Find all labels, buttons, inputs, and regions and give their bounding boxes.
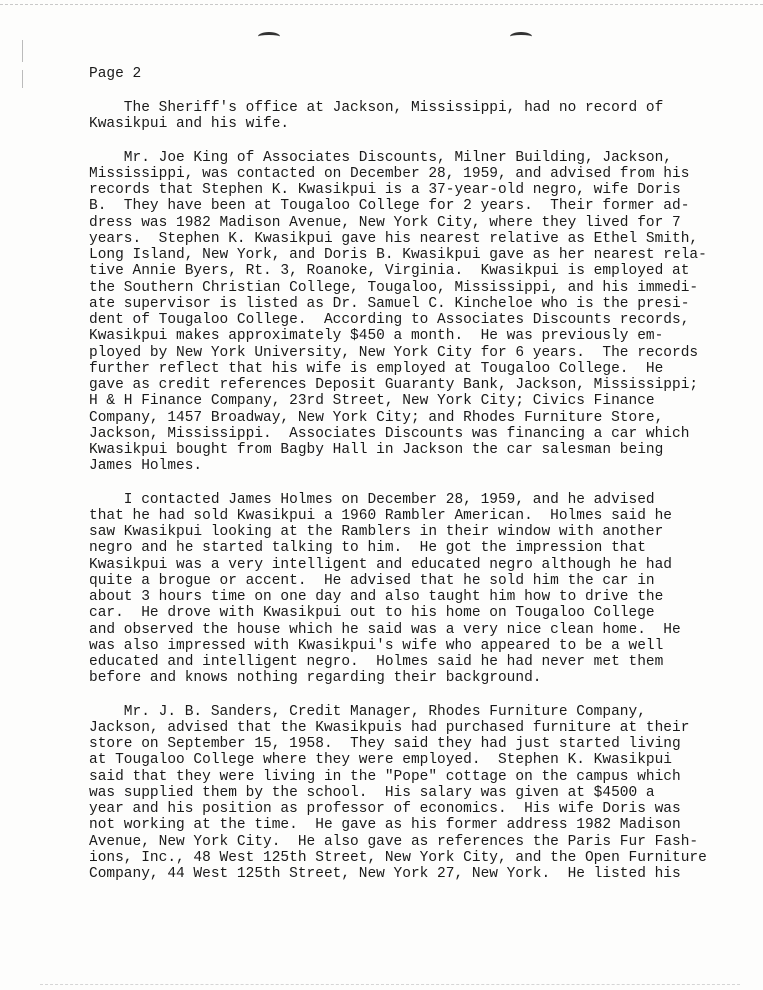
top-edge-dashes bbox=[0, 4, 763, 5]
text-line: dress was 1982 Madison Avenue, New York City, where they lived for 7 bbox=[89, 214, 681, 231]
text-line: ployed by New York University, New York City for 6 years. The records bbox=[89, 344, 699, 361]
text-line: and observed the house which he said was a very nice clean home. He bbox=[89, 621, 681, 638]
text-line: years. Stephen K. Kwasikpui gave his nearest relative as Ethel Smith, bbox=[89, 230, 699, 247]
paragraph bbox=[89, 100, 709, 133]
paragraph bbox=[89, 704, 709, 883]
text-line: at Tougaloo College where they were employed. Stephen K. Kwasikpui bbox=[89, 752, 672, 769]
margin-mark bbox=[22, 40, 23, 62]
text-line: the Southern Christian College, Tougaloo, Mississippi, and his immedi- bbox=[89, 279, 699, 296]
document-body bbox=[89, 100, 709, 882]
text-line: Company, 1457 Broadway, New York City; and Rhodes Furniture Store, bbox=[89, 409, 664, 426]
text-line: year and his position as professor of economics. His wife Doris was bbox=[89, 801, 681, 817]
left-punch-mark bbox=[258, 32, 280, 41]
text-line: Kwasikpui bought from Bagby Hall in Jackson the car salesman being bbox=[89, 442, 664, 458]
text-line: saw Kwasikpui looking at the Ramblers in their window with another bbox=[89, 524, 664, 540]
text-line: quite a brogue or accent. He advised that he sold him the car in bbox=[89, 572, 655, 589]
text-line: dent of Tougaloo College. According to Associates Discounts records, bbox=[89, 312, 690, 328]
right-punch-mark bbox=[510, 32, 532, 41]
text-line: was supplied them by the school. His salary was given at $4500 a bbox=[89, 784, 655, 801]
text-line: was also impressed with Kwasikpui's wife who appeared to be a well bbox=[89, 637, 664, 654]
text-line: gave as credit references Deposit Guaranty Bank, Jackson, Mississippi; bbox=[89, 377, 699, 393]
paragraph bbox=[89, 492, 709, 687]
text-line: that he had sold Kwasikpui a 1960 Rambler American. Holmes said he bbox=[89, 507, 672, 524]
text-line: Mr. Joe King of Associates Discounts, Milner Building, Jackson, bbox=[89, 149, 672, 166]
text-line: Kwasikpui and his wife. bbox=[89, 116, 290, 133]
text-line: Company, 44 West 125th Street, New York 27, New York. He listed his bbox=[89, 866, 681, 882]
text-line: said that they were living in the "Pope" cottage on the campus which bbox=[89, 768, 681, 785]
paragraph-gap bbox=[89, 475, 709, 492]
bottom-edge-dashes bbox=[40, 984, 740, 985]
text-line: I contacted James Holmes on December 28, 1959, and he advised bbox=[89, 491, 655, 508]
text-line: records that Stephen K. Kwasikpui is a 37-year-old negro, wife Doris bbox=[89, 182, 681, 198]
margin-mark bbox=[22, 70, 23, 88]
text-line: Long Island, New York, and Doris B. Kwasikpui gave as her nearest rela- bbox=[89, 247, 707, 263]
text-line: Mr. J. B. Sanders, Credit Manager, Rhodes Furniture Company, bbox=[89, 703, 646, 720]
text-line: James Holmes. bbox=[89, 458, 203, 475]
page-number: Page 2 bbox=[89, 66, 142, 82]
text-line: negro and he started talking to him. He got the impression that bbox=[89, 540, 646, 557]
text-line: store on September 15, 1958. They said they had just started living bbox=[89, 736, 681, 752]
text-line: not working at the time. He gave as his former address 1982 Madison bbox=[89, 817, 681, 834]
text-line: educated and intelligent negro. Holmes said he had never met them bbox=[89, 654, 664, 670]
text-line: Kwasikpui makes approximately $450 a month. He was previously em- bbox=[89, 328, 664, 345]
text-line: ate supervisor is listed as Dr. Samuel C. Kincheloe who is the presi- bbox=[89, 295, 690, 312]
text-line: Mississippi, was contacted on December 28, 1959, and advised from his bbox=[89, 165, 690, 182]
text-line: ions, Inc., 48 West 125th Street, New York City, and the Open Furniture bbox=[89, 849, 707, 866]
text-line: B. They have been at Tougaloo College for 2 years. Their former ad- bbox=[89, 198, 690, 215]
text-line: Kwasikpui was a very intelligent and educated negro although he had bbox=[89, 556, 672, 573]
paragraph-gap bbox=[89, 687, 709, 704]
text-line: tive Annie Byers, Rt. 3, Roanoke, Virginia. Kwasikpui is employed at bbox=[89, 263, 690, 280]
text-line: Jackson, Mississippi. Associates Discounts was financing a car which bbox=[89, 425, 690, 442]
text-line: about 3 hours time on one day and also taught him how to drive the bbox=[89, 589, 664, 605]
text-line: car. He drove with Kwasikpui out to his home on Tougaloo College bbox=[89, 605, 655, 622]
text-line: The Sheriff's office at Jackson, Mississippi, had no record of bbox=[89, 100, 664, 116]
text-line: before and knows nothing regarding their background. bbox=[89, 670, 542, 687]
text-line: H & H Finance Company, 23rd Street, New York City; Civics Finance bbox=[89, 393, 655, 410]
text-line: further reflect that his wife is employed at Tougaloo College. He bbox=[89, 360, 664, 377]
paragraph-gap bbox=[89, 133, 709, 150]
paragraph bbox=[89, 150, 709, 475]
text-line: Avenue, New York City. He also gave as references the Paris Fur Fash- bbox=[89, 833, 699, 850]
text-line: Jackson, advised that the Kwasikpuis had purchased furniture at their bbox=[89, 719, 690, 736]
